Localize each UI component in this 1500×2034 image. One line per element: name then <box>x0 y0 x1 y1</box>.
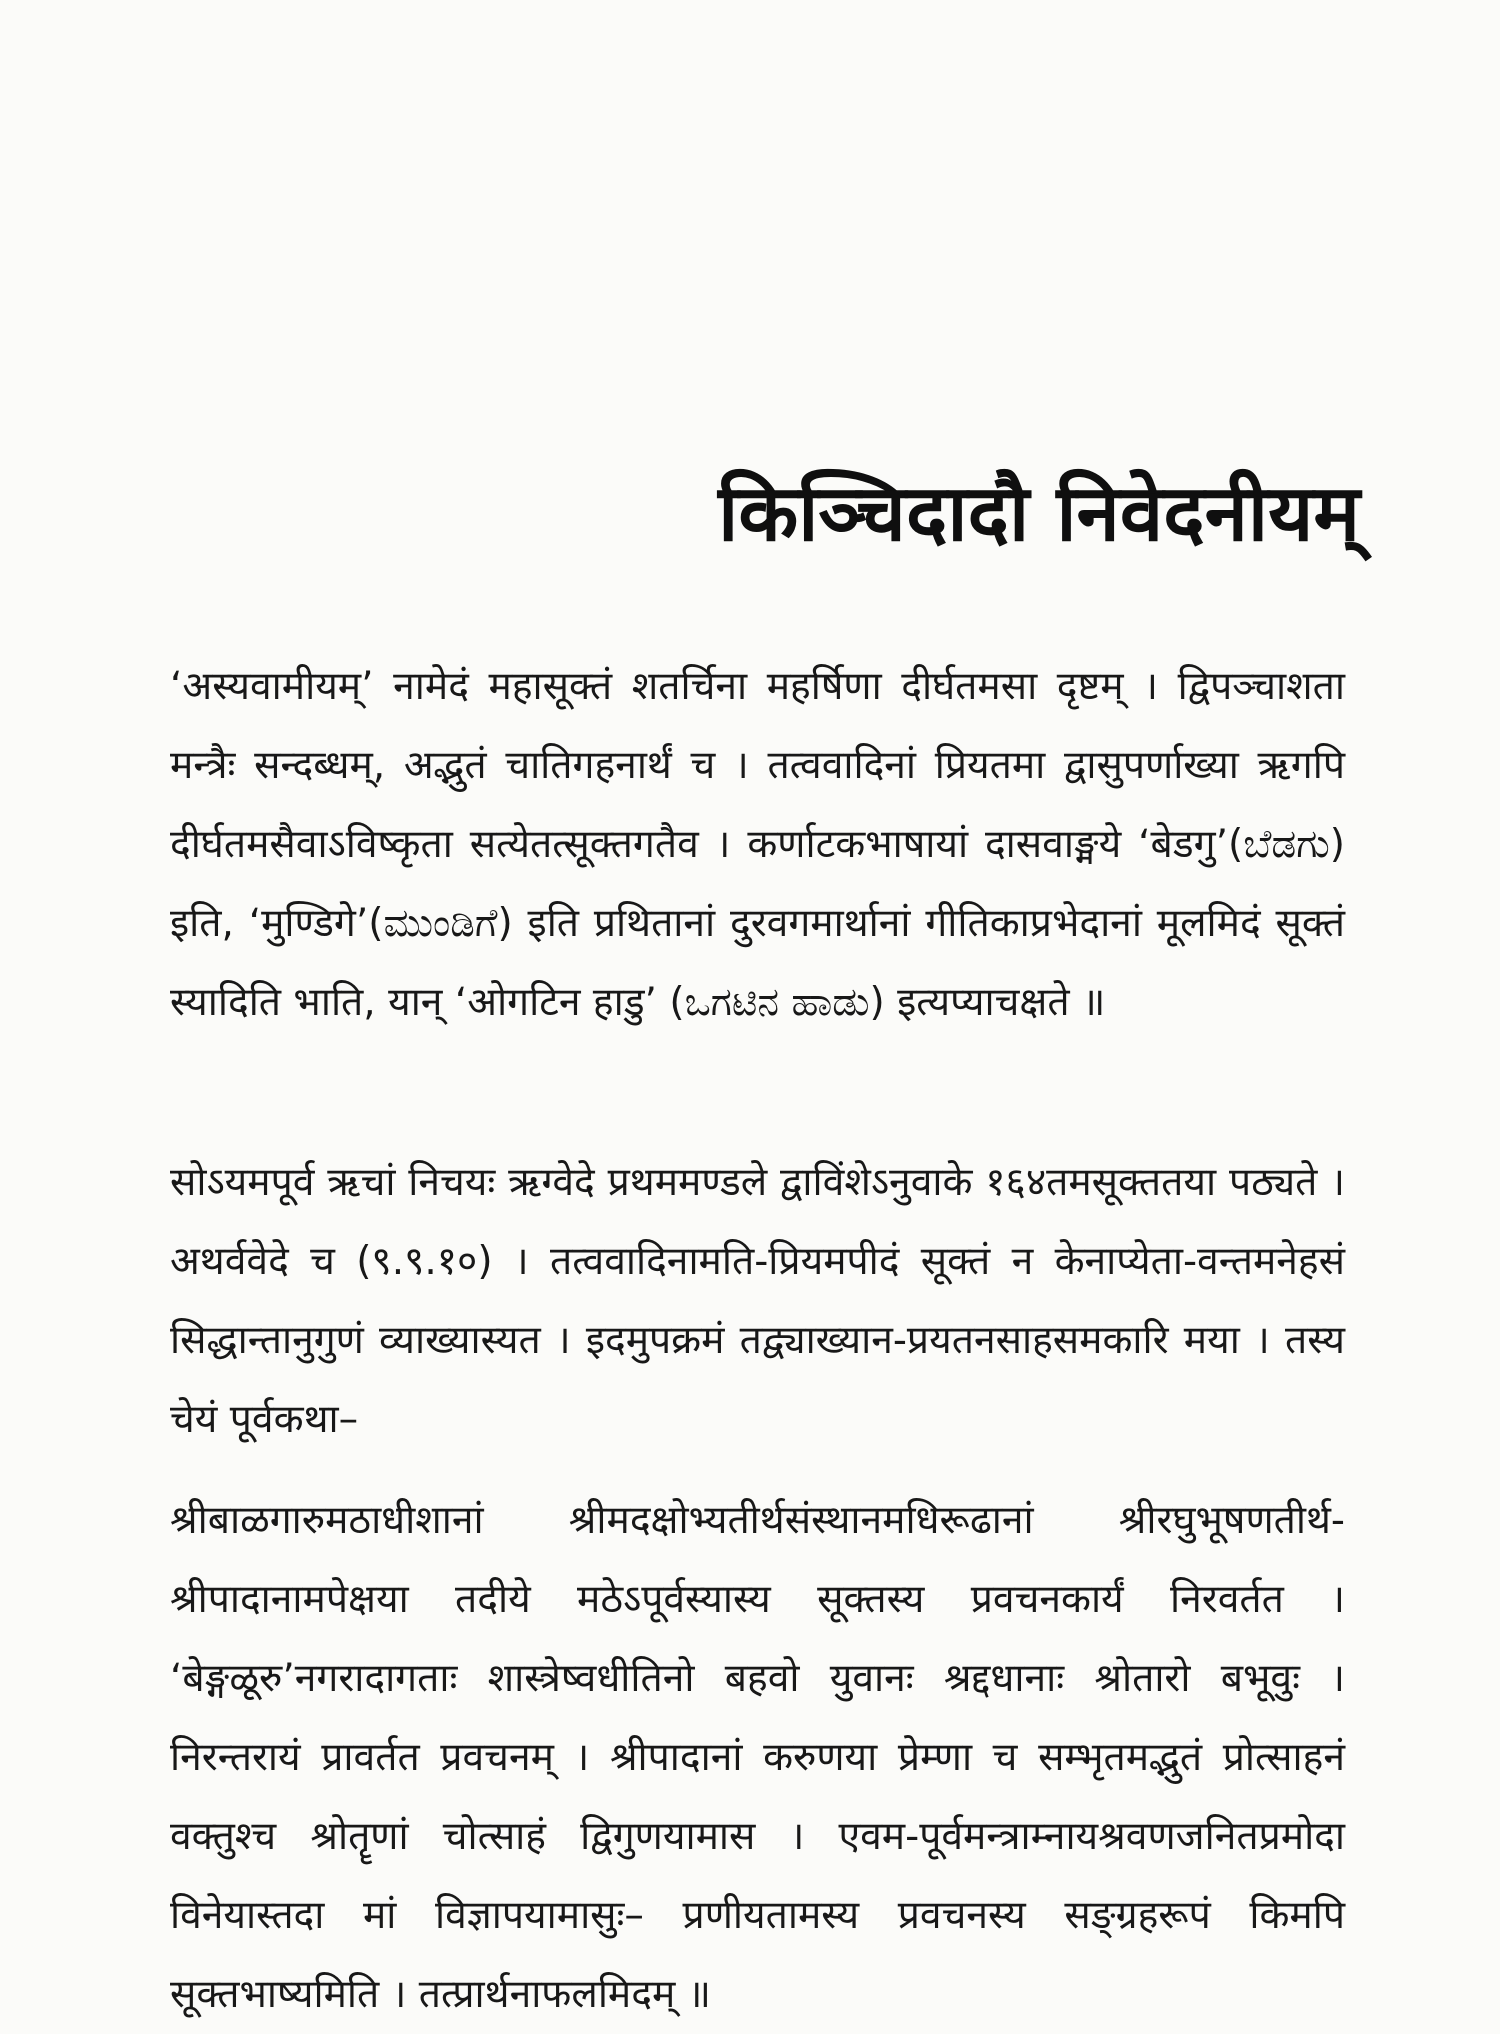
paragraph-2: सोऽयमपूर्व ऋचां निचयः ऋग्वेदे प्रथममण्डले द्वाविंशेऽनुवाके १६४तमसूक्ततया पठ्यते । अथर्ववेदे च (९.९.१०) । तत्ववादिनामति-प्रियमपीदं सूक्तं न केनाप्येता-वन्तमनेहसं सिद्धान्तानुगुणं व्याख्यास्यत । इदमुपक्रमं तद्व्याख्यान-प्रयतनसाहसमकारि मया । तस्य चेयं पूर्वकथा– <box>170 1160 1345 1442</box>
paragraph-3: श्रीबाळगारुमठाधीशानां श्रीमदक्षोभ्यतीर्थसंस्थानमधिरूढानां श्रीरघुभूषणतीर्थ-श्रीपादानामपेक्षया तदीये मठेऽपूर्वस्यास्य सूक्तस्य प्रवचनकार्यं निरवर्तत । ‘बेङ्गळूरु’नगरादागताः शास्त्रेष्वधीतिनो बहवो युवानः श्रद्दधानाः श्रोतारो बभूवुः । निरन्तरायं प्रावर्तत प्रवचनम् । श्रीपादानां करुणया प्रेम्णा च सम्भृतमद्भुतं प्रोत्साहनं वक्तुश्च श्रोतॄणां चोत्साहं द्विगुणयामास । एवम-पूर्वमन्त्राम्नायश्रवणजनितप्रमोदा विनेयास्तदा मां विज्ञापयामासुः– प्रणीयतामस्य प्रवचनस्य सङ्ग्रहरूपं किमपि सूक्तभाष्यमिति । तत्प्रार्थनाफलमिदम् ॥ <box>170 1498 1345 2017</box>
paragraph-1: ‘अस्यवामीयम्’ नामेदं महासूक्तं शतर्चिना महर्षिणा दीर्घतमसा दृष्टम् । द्विपञ्चाशता मन्त्रैः सन्दब्धम्, अद्भुतं चातिगहनार्थं च । तत्ववादिनां प्रियतमा द्वासुपर्णाख्या ऋगपि दीर्घतमसैवाऽविष्कृता सत्येतत्सूक्तगतैव । कर्णाटकभाषायां दासवाङ्मये ‘बेडगु’(ಬೆಡಗು) इति, ‘मुण्डिगे’(ಮುಂಡಿಗೆ) इति प्रथितानां दुरवगमार्थानां गीतिकाप्रभेदानां मूलमिदं सूक्तं स्यादिति भाति, यान् ‘ओगटिन हाडु’ (ಒಗಟಿನ ಹಾಡು) इत्यप्याचक्षते ॥ <box>170 664 1345 1025</box>
page-title: किञ्चिदादौ निवेदनीयम् <box>718 469 1360 560</box>
